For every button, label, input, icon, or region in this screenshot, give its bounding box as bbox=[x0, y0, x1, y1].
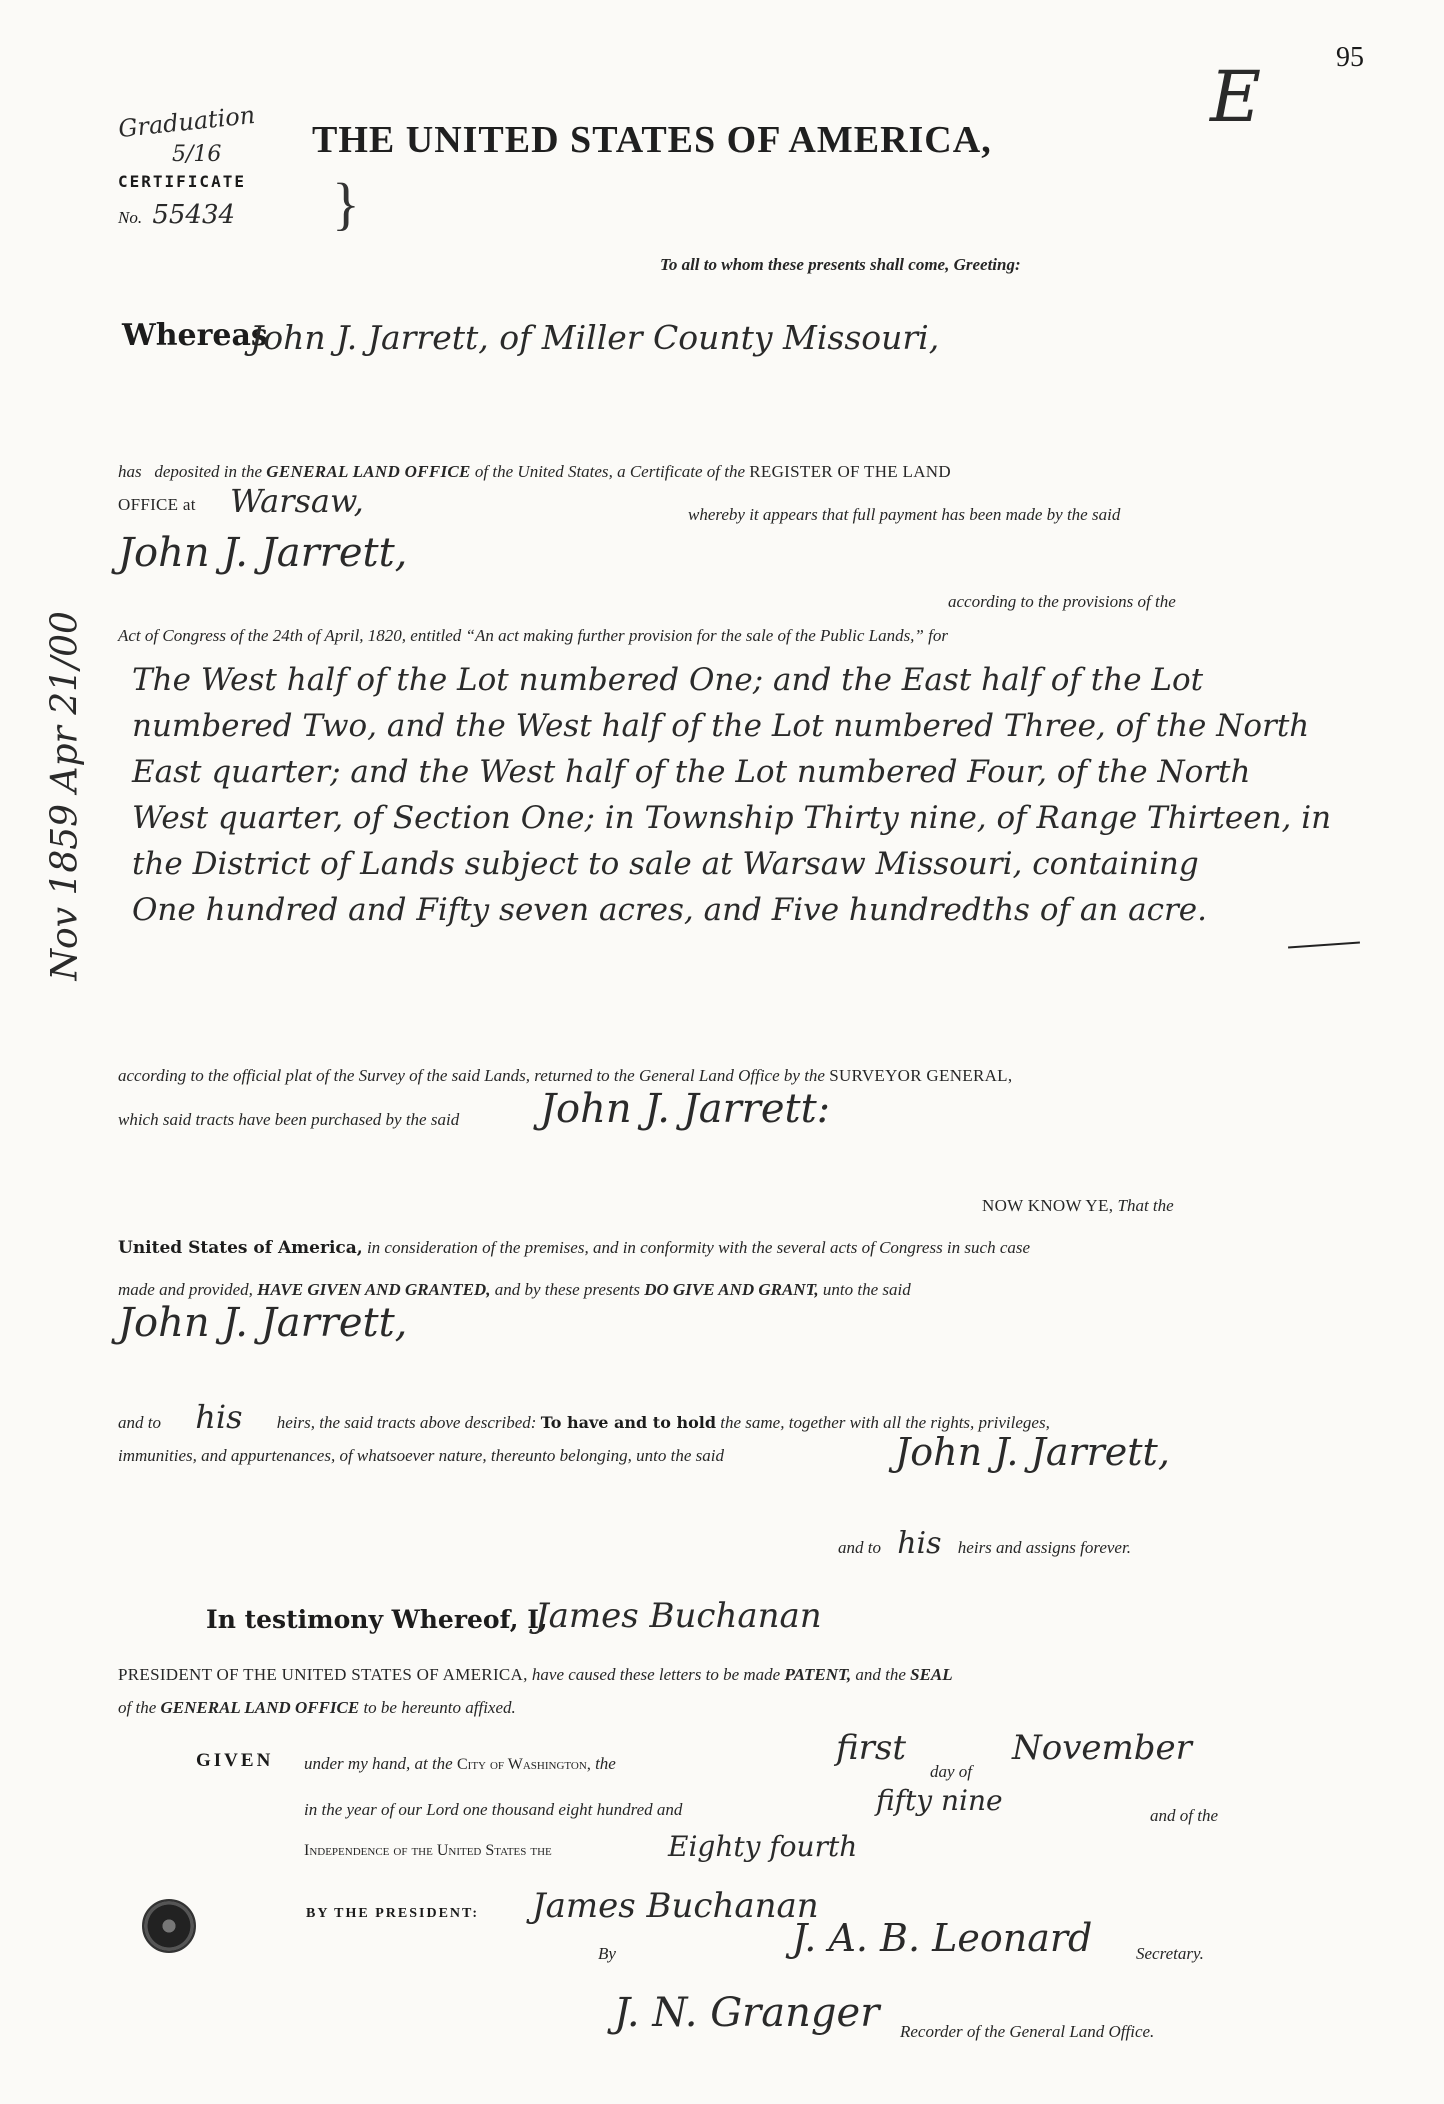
graduation-fraction: 5/16 bbox=[172, 142, 222, 167]
secretary-signature: J. A. B. Leonard bbox=[792, 1916, 1093, 1960]
whereas-handwritten: John J. Jarrett, of Miller County Missouri, bbox=[250, 318, 940, 357]
provisions-line-2: Act of Congress of the 24th of April, 1820, entitled “An act making further provision for the sale of the Public Lands,” for bbox=[118, 626, 948, 645]
grant-line-1 bbox=[118, 1238, 1030, 1258]
deposit-us: United States bbox=[517, 462, 609, 481]
usa-gothic: United States of America, bbox=[118, 1238, 363, 1258]
to-have-gothic: To have and to hold bbox=[540, 1413, 717, 1432]
given-year-handwritten: fifty nine bbox=[876, 1784, 1003, 1817]
have-given-granted: HAVE GIVEN AND GRANTED, bbox=[257, 1280, 491, 1299]
grant-line-2 bbox=[118, 1280, 911, 1300]
land-description-line-2: numbered Two, and the West half of the Lot numbered Three, of the North bbox=[132, 708, 1310, 744]
land-description-line-1: The West half of the Lot numbered One; and the East half of the Lot bbox=[132, 662, 1204, 698]
corner-handwritten-mark: E bbox=[1210, 56, 1262, 138]
recorder-label: Recorder of the General Land Office. bbox=[900, 2022, 1155, 2041]
testimony-line-2 bbox=[118, 1698, 516, 1718]
survey-text: according to the official plat of the Survey of the said Lands, returned to the General Land Office by the bbox=[118, 1066, 825, 1085]
deposit-has: has bbox=[118, 462, 142, 481]
do-give-grant: DO GIVE AND GRANT, bbox=[644, 1280, 819, 1299]
margin-dash bbox=[1288, 941, 1360, 948]
whereby-text: whereby it appears that full payment has been made by the said bbox=[688, 505, 1121, 524]
survey-line-2: which said tracts have been purchased by the said bbox=[118, 1110, 460, 1129]
given-text-1: under my hand, at the bbox=[304, 1754, 453, 1773]
certificate-number-prefix: No. bbox=[118, 208, 143, 227]
president-of-usa: PRESIDENT OF THE UNITED STATES OF AMERICA, bbox=[118, 1665, 528, 1684]
certificate-number-line bbox=[118, 200, 235, 230]
given-the: the bbox=[595, 1754, 616, 1773]
given-line-1 bbox=[304, 1754, 616, 1774]
deposit-register: REGISTER OF THE LAND bbox=[749, 462, 951, 481]
surveyor-general: SURVEYOR GENERAL, bbox=[829, 1066, 1013, 1085]
grant-text-1: in consideration of the premises, and in conformity with the several acts of Congress in such case bbox=[366, 1238, 1031, 1257]
by-the-president-label: BY THE PRESIDENT: bbox=[306, 1906, 479, 1921]
provisions-line-1: according to the provisions of the bbox=[948, 592, 1176, 611]
heirs-line-2: immunities, and appurtenances, of whatsoever nature, thereunto belonging, unto the said bbox=[118, 1446, 724, 1465]
day-of-label: day of bbox=[930, 1762, 973, 1781]
know-ye-line bbox=[982, 1196, 1174, 1216]
heirs-his-handwritten-2: his bbox=[897, 1526, 942, 1561]
know-ye-rest: That the bbox=[1117, 1196, 1174, 1215]
graduation-note: Graduation bbox=[116, 100, 257, 144]
land-description-line-4: West quarter, of Section One; in Township Thirty nine, of Range Thirteen, in bbox=[132, 800, 1332, 836]
testimony-gothic: In testimony Whereof, I, bbox=[206, 1605, 548, 1634]
independence-handwritten: Eighty fourth bbox=[668, 1830, 858, 1863]
whereas-label: Whereas bbox=[122, 318, 268, 353]
payer-handwritten: John J. Jarrett, bbox=[118, 530, 408, 576]
given-line-2: in the year of our Lord one thousand eight hundred and bbox=[304, 1800, 683, 1819]
deposit-text-1: deposited in the bbox=[154, 462, 263, 481]
land-description-line-6: One hundred and Fifty seven acres, and Five hundredths of an acre. bbox=[132, 892, 1207, 928]
heirs-and-to-2: and to bbox=[838, 1538, 881, 1557]
deposit-line-1 bbox=[118, 462, 951, 482]
grantee-handwritten: John J. Jarrett, bbox=[118, 1300, 408, 1346]
testimony-glo: GENERAL LAND OFFICE bbox=[160, 1698, 360, 1717]
header-brace: } bbox=[332, 171, 360, 236]
deposit-text-3: , a Certificate of the bbox=[608, 462, 746, 481]
heirs-name-handwritten: John J. Jarrett, bbox=[895, 1430, 1170, 1474]
seal-word: SEAL bbox=[910, 1665, 953, 1684]
testimony-text-2b: to be hereunto affixed. bbox=[363, 1698, 516, 1717]
land-description-line-5: the District of Lands subject to sale at Warsaw Missouri, containing bbox=[132, 846, 1199, 882]
city-of-washington: City of Washington, bbox=[456, 1756, 591, 1773]
given-word: GIVEN bbox=[196, 1750, 274, 1771]
certificate-label: CERTIFICATE bbox=[118, 172, 246, 191]
grant-text-2b: and by these presents bbox=[494, 1280, 640, 1299]
survey-line-1 bbox=[118, 1066, 1012, 1086]
by-label: By bbox=[598, 1944, 616, 1963]
heirs-his-handwritten: his bbox=[195, 1398, 243, 1436]
heirs-forever: heirs and assigns forever. bbox=[957, 1538, 1131, 1557]
office-at-label: OFFICE at bbox=[118, 495, 196, 514]
document-title: THE UNITED STATES OF AMERICA, bbox=[312, 119, 992, 161]
testimony-text-1b: have caused these letters to be made bbox=[531, 1665, 781, 1684]
grant-text-2c: unto the said bbox=[822, 1280, 911, 1299]
testimony-text-2a: of the bbox=[118, 1698, 157, 1717]
deposit-glo: GENERAL LAND OFFICE bbox=[266, 462, 471, 481]
purchaser-handwritten: John J. Jarrett: bbox=[540, 1086, 831, 1132]
independence-label: Independence of the United States the bbox=[304, 1842, 552, 1859]
greeting: To all to whom these presents shall come, Greeting: bbox=[660, 255, 1021, 274]
office-location-handwritten: Warsaw, bbox=[230, 482, 364, 520]
margin-note: Nov 1859 Apr 21/00 bbox=[44, 611, 86, 981]
given-day-handwritten: first bbox=[836, 1728, 907, 1768]
general-land-office-seal bbox=[142, 1899, 196, 1953]
testimony-line-1 bbox=[118, 1665, 953, 1685]
land-description-line-3: East quarter; and the West half of the Lot numbered Four, of the North bbox=[132, 754, 1251, 790]
recorder-signature: J. N. Granger bbox=[614, 1990, 880, 2036]
heirs-text-1a: heirs, the said tracts above described: bbox=[276, 1413, 537, 1432]
patent-word: PATENT, bbox=[784, 1665, 852, 1684]
heirs-and-to: and to bbox=[118, 1413, 161, 1432]
grant-text-2a: made and provided, bbox=[118, 1280, 253, 1299]
secretary-label: Secretary. bbox=[1136, 1944, 1204, 1963]
deposit-text-2: of the bbox=[474, 462, 514, 481]
heirs-line-3 bbox=[838, 1526, 1131, 1561]
president-signature: James Buchanan bbox=[532, 1886, 819, 1926]
heirs-text-1b: the same, together with all the rights, privileges, bbox=[720, 1413, 1050, 1432]
testimony-president-handwritten: James Buchanan bbox=[535, 1596, 822, 1636]
certificate-number: 55434 bbox=[152, 200, 236, 230]
testimony-text-1c: and the bbox=[855, 1665, 906, 1684]
know-ye-caps: NOW KNOW YE, bbox=[982, 1196, 1114, 1215]
and-of-the-label: and of the bbox=[1150, 1806, 1218, 1825]
given-month-handwritten: November bbox=[1012, 1728, 1192, 1768]
page-number: 95 bbox=[1336, 42, 1364, 73]
